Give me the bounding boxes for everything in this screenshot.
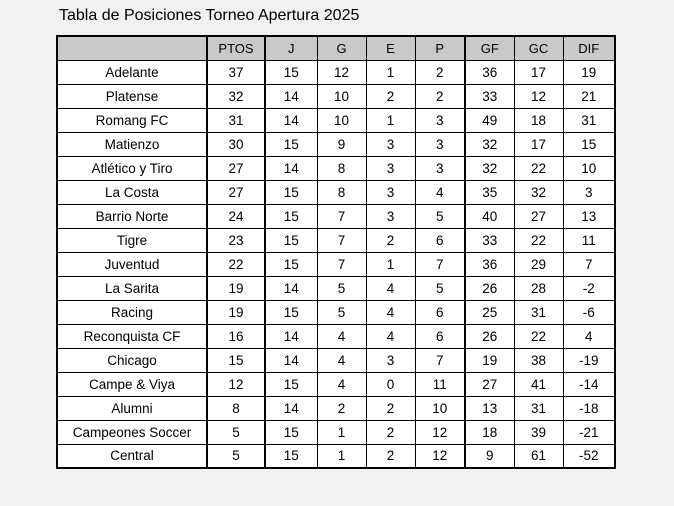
cell-dif: 21 — [563, 84, 615, 108]
cell-j: 15 — [265, 180, 317, 204]
cell-team: Juventud — [57, 252, 207, 276]
cell-p: 5 — [415, 204, 465, 228]
cell-gc: 28 — [514, 276, 563, 300]
table-row — [57, 156, 615, 180]
cell-p: 4 — [415, 180, 465, 204]
cell-e: 2 — [366, 420, 415, 444]
cell-p: 6 — [415, 228, 465, 252]
cell-dif: 15 — [563, 132, 615, 156]
cell-e: 1 — [366, 252, 415, 276]
cell-pts: 5 — [207, 420, 265, 444]
cell-g: 2 — [317, 396, 366, 420]
cell-g: 8 — [317, 180, 366, 204]
cell-pts: 23 — [207, 228, 265, 252]
cell-gf: 27 — [465, 372, 514, 396]
cell-dif: -19 — [563, 348, 615, 372]
cell-e: 3 — [366, 132, 415, 156]
cell-e: 4 — [366, 276, 415, 300]
cell-team: Platense — [57, 84, 207, 108]
cell-gf: 35 — [465, 180, 514, 204]
cell-j: 14 — [265, 108, 317, 132]
cell-pts: 32 — [207, 84, 265, 108]
cell-p: 12 — [415, 444, 465, 468]
cell-j: 14 — [265, 396, 317, 420]
cell-j: 14 — [265, 84, 317, 108]
cell-g: 7 — [317, 252, 366, 276]
cell-gc: 22 — [514, 156, 563, 180]
cell-gc: 29 — [514, 252, 563, 276]
table-row — [57, 228, 615, 252]
cell-p: 12 — [415, 420, 465, 444]
cell-gc: 17 — [514, 60, 563, 84]
cell-e: 4 — [366, 300, 415, 324]
header-dif: DIF — [563, 36, 615, 60]
cell-gc: 41 — [514, 372, 563, 396]
cell-g: 8 — [317, 156, 366, 180]
cell-team: Central — [57, 444, 207, 468]
cell-pts: 19 — [207, 300, 265, 324]
table-row — [57, 132, 615, 156]
cell-pts: 27 — [207, 180, 265, 204]
cell-gf: 49 — [465, 108, 514, 132]
cell-team: Atlético y Tiro — [57, 156, 207, 180]
cell-p: 2 — [415, 84, 465, 108]
cell-dif: -14 — [563, 372, 615, 396]
cell-dif: 31 — [563, 108, 615, 132]
cell-team: Matienzo — [57, 132, 207, 156]
cell-gf: 25 — [465, 300, 514, 324]
cell-p: 6 — [415, 300, 465, 324]
cell-p: 6 — [415, 324, 465, 348]
cell-g: 7 — [317, 228, 366, 252]
cell-gf: 33 — [465, 228, 514, 252]
header-gc: GC — [514, 36, 563, 60]
cell-e: 3 — [366, 156, 415, 180]
cell-pts: 22 — [207, 252, 265, 276]
cell-team: Romang FC — [57, 108, 207, 132]
cell-gc: 61 — [514, 444, 563, 468]
cell-gc: 31 — [514, 396, 563, 420]
cell-g: 12 — [317, 60, 366, 84]
cell-j: 15 — [265, 444, 317, 468]
cell-gf: 32 — [465, 156, 514, 180]
cell-e: 2 — [366, 228, 415, 252]
cell-team: La Costa — [57, 180, 207, 204]
cell-e: 4 — [366, 324, 415, 348]
table-row — [57, 420, 615, 444]
cell-j: 15 — [265, 300, 317, 324]
table-row — [57, 396, 615, 420]
page-title: Tabla de Posiciones Torneo Apertura 2025 — [59, 7, 360, 24]
cell-p: 3 — [415, 108, 465, 132]
cell-team: Campe & Viya — [57, 372, 207, 396]
cell-j: 15 — [265, 252, 317, 276]
cell-dif: 11 — [563, 228, 615, 252]
cell-gf: 26 — [465, 324, 514, 348]
cell-dif: -52 — [563, 444, 615, 468]
cell-j: 15 — [265, 132, 317, 156]
table-row — [57, 108, 615, 132]
header-gf: GF — [465, 36, 514, 60]
cell-gc: 31 — [514, 300, 563, 324]
table-row — [57, 444, 615, 468]
cell-e: 1 — [366, 108, 415, 132]
cell-gc: 38 — [514, 348, 563, 372]
cell-dif: -2 — [563, 276, 615, 300]
standings-table — [56, 35, 616, 469]
cell-pts: 16 — [207, 324, 265, 348]
cell-gc: 39 — [514, 420, 563, 444]
cell-gc: 12 — [514, 84, 563, 108]
header-p: P — [415, 36, 465, 60]
cell-gf: 40 — [465, 204, 514, 228]
cell-gc: 22 — [514, 228, 563, 252]
table-row — [57, 204, 615, 228]
table-row — [57, 372, 615, 396]
cell-g: 4 — [317, 348, 366, 372]
cell-g: 7 — [317, 204, 366, 228]
cell-p: 11 — [415, 372, 465, 396]
table-header-row — [57, 36, 615, 60]
cell-dif: -21 — [563, 420, 615, 444]
cell-j: 14 — [265, 324, 317, 348]
cell-g: 4 — [317, 372, 366, 396]
table-row — [57, 348, 615, 372]
cell-j: 14 — [265, 348, 317, 372]
cell-dif: 3 — [563, 180, 615, 204]
cell-g: 5 — [317, 300, 366, 324]
cell-gc: 32 — [514, 180, 563, 204]
cell-g: 1 — [317, 444, 366, 468]
cell-pts: 19 — [207, 276, 265, 300]
cell-pts: 37 — [207, 60, 265, 84]
table-row — [57, 180, 615, 204]
header-e: E — [366, 36, 415, 60]
cell-pts: 31 — [207, 108, 265, 132]
cell-dif: -18 — [563, 396, 615, 420]
cell-gc: 18 — [514, 108, 563, 132]
cell-p: 3 — [415, 132, 465, 156]
cell-j: 14 — [265, 276, 317, 300]
cell-p: 7 — [415, 348, 465, 372]
header-pts: PTOS — [207, 36, 265, 60]
cell-e: 1 — [366, 60, 415, 84]
table-row — [57, 300, 615, 324]
cell-e: 2 — [366, 396, 415, 420]
cell-p: 3 — [415, 156, 465, 180]
table-row — [57, 84, 615, 108]
cell-pts: 30 — [207, 132, 265, 156]
cell-e: 3 — [366, 180, 415, 204]
cell-j: 15 — [265, 420, 317, 444]
cell-pts: 5 — [207, 444, 265, 468]
cell-pts: 15 — [207, 348, 265, 372]
cell-dif: 10 — [563, 156, 615, 180]
cell-g: 5 — [317, 276, 366, 300]
cell-g: 10 — [317, 108, 366, 132]
cell-e: 3 — [366, 204, 415, 228]
cell-p: 7 — [415, 252, 465, 276]
table-row — [57, 276, 615, 300]
cell-gf: 36 — [465, 252, 514, 276]
cell-team: Racing — [57, 300, 207, 324]
cell-team: Alumni — [57, 396, 207, 420]
cell-team: La Sarita — [57, 276, 207, 300]
cell-j: 15 — [265, 60, 317, 84]
cell-dif: 13 — [563, 204, 615, 228]
cell-pts: 24 — [207, 204, 265, 228]
cell-j: 14 — [265, 156, 317, 180]
cell-g: 9 — [317, 132, 366, 156]
cell-gf: 18 — [465, 420, 514, 444]
cell-j: 15 — [265, 372, 317, 396]
cell-team: Adelante — [57, 60, 207, 84]
cell-gf: 13 — [465, 396, 514, 420]
cell-gf: 9 — [465, 444, 514, 468]
cell-gf: 33 — [465, 84, 514, 108]
cell-p: 5 — [415, 276, 465, 300]
cell-gc: 27 — [514, 204, 563, 228]
cell-g: 1 — [317, 420, 366, 444]
cell-g: 10 — [317, 84, 366, 108]
cell-gc: 17 — [514, 132, 563, 156]
cell-gc: 22 — [514, 324, 563, 348]
cell-j: 15 — [265, 228, 317, 252]
cell-dif: 7 — [563, 252, 615, 276]
cell-team: Chicago — [57, 348, 207, 372]
header-j: J — [265, 36, 317, 60]
cell-dif: 19 — [563, 60, 615, 84]
cell-team: Campeones Soccer — [57, 420, 207, 444]
header-team — [57, 36, 207, 60]
cell-g: 4 — [317, 324, 366, 348]
table-row — [57, 324, 615, 348]
cell-pts: 8 — [207, 396, 265, 420]
table-row — [57, 252, 615, 276]
cell-pts: 12 — [207, 372, 265, 396]
header-g: G — [317, 36, 366, 60]
cell-team: Barrio Norte — [57, 204, 207, 228]
cell-gf: 26 — [465, 276, 514, 300]
cell-dif: 4 — [563, 324, 615, 348]
cell-gf: 36 — [465, 60, 514, 84]
cell-e: 3 — [366, 348, 415, 372]
cell-team: Tigre — [57, 228, 207, 252]
cell-e: 2 — [366, 444, 415, 468]
cell-e: 2 — [366, 84, 415, 108]
cell-pts: 27 — [207, 156, 265, 180]
cell-e: 0 — [366, 372, 415, 396]
cell-gf: 19 — [465, 348, 514, 372]
table-row — [57, 60, 615, 84]
cell-dif: -6 — [563, 300, 615, 324]
cell-team: Reconquista CF — [57, 324, 207, 348]
cell-p: 2 — [415, 60, 465, 84]
cell-gf: 32 — [465, 132, 514, 156]
cell-p: 10 — [415, 396, 465, 420]
cell-j: 15 — [265, 204, 317, 228]
